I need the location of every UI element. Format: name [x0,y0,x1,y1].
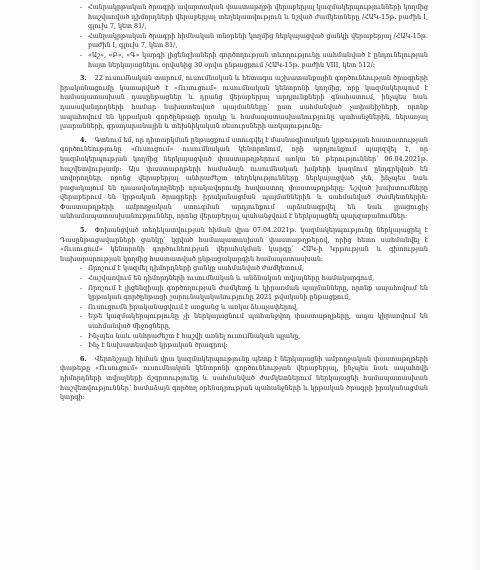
paragraph-text: Վերոնշյալի հիման վրա կազմակերպությունը պետք է ներկայացնի ամբողջական փաստաթղթերի փաթեթը «Ուսուցում» ուսումնական կենտրոնի գործունեության վերաբերյալ, ինչպես նաև ապահովի դիմորդների տվյալների ճշգրտությունը և սահմանված ժամկետներում ներկայացնի համապատասխան հաշվետվություններ՝ համաձայն գործող օրենսդրության պահանջների և կրթական ծրագրի իրականացման կարգի: [60,354,428,402]
list-item: - Որոշում է լիցենզիայի գործողության ժամկետը և կիրառման պայմանները, որոնք ապահովում են կրթական գործընթացի շարունակականությունը 2021 թվականի ընթացքում, [80,284,428,303]
page-edge-shadow [472,0,480,570]
list-item: - Ուսուցումն իրականացվում է առցանց և առկա ձևաչափերով, [80,303,428,313]
list-item: - Որոշում է կազմել դիմորդների ցանկը սահմանված ժամկետում, [80,264,428,274]
paragraph-number: 5. [80,226,87,235]
list-item: - Ինչ է նախատեսված կրթական ծրագրով: [80,341,428,351]
top-bullet-list [60,3,428,70]
list-item: - Հաշվառվում են դիմորդների ուսումնական և անձնական տվյալները համակարգում, [80,274,428,284]
paragraph-5 [60,226,428,264]
paragraph-number: 3. [80,74,87,83]
paragraph-3 [60,74,428,132]
paragraph-4 [60,136,428,222]
paragraph-number: 4. [80,135,87,144]
paragraph-text: Փոխանցված տեղեկատվության հիման վրա 07.04.2021թ. կազմակերպությունը ներկայացրել է Դասընթացավարների ցանկը՝ կցված համապատասխան փաստաթղթերով, որից հետո սահմանվել է «Ուսուցում» կենտրոնի գործունեության վերահսկման կարգը՝ ՀԱԿ-ի Կրթության և գիտության նախարարության կողմից հաստատված ընթացակարգին համապատասխան: [60,226,428,263]
list-item: - Ինչպես նաև անհրաժեշտ է հաշվի առնել ուսումնական պլանը, [80,332,428,342]
list-item: - Հանրակրթական ծրագրի ավարտական փաստաթղթի վերաբերյալ կազմակերպությունների կողմից հաշվառված դիմորդների վերաբերյալ տեղեկատվություն և նշված ժամկետները /ՀԱԿ-15թ. բաժին I, գլուխ 7, կետ 81/, [80,3,428,32]
paragraph-text: 22 ուսումնական տարում, ուսումնական և հետագա աշխատանքային գործունեության ծրագրերի իրականացումը կատարված է «Ուսուցում» ուսումնական կենտրոնի կողմից, որը կազմակերպում է համապատասխան դասընթացներ և դրանց վերաբերյալ արդյունքների գնահատում, ինչպես նաև դասավանդողների համար նախատեսված պայմանները՝ ըստ սահմանված չափանիշների, որոնք ապահովում են կրթական գործընթացի որակը և համապատասխանությունը պահանջներին, ներառյալ լսարանների, գրադարանային և տեխնիկական ռեսուրսների առկայությունը: [60,74,428,131]
paragraph-6 [60,355,428,403]
list-item: - «Աշ», «Բ», «Գ» կարգի լիցենզիաների գործողության տևողությունը սահմանված է ընդունելության հայտ ներկայացնելու օրվանից 30 օրվա ընթացքում /ՀԱԿ-15թ. բաժին VIII, կետ 512/: [80,51,428,70]
list-item: - Եթե կազմակերպությունը չի ներկայացնում պահանջվող փաստաթղթերը, ապա կիրառվում են սահմանված միջոցները, [80,312,428,331]
mid-bullet-list [60,264,428,350]
paragraph-number: 6. [80,354,87,363]
list-item: - Հանրակրթական ծրագրի հիմնական տնօրենի կողմից ներկայացված ցանկի վերաբերյալ /ՀԱԿ-15թ. բաժին I, գլուխ 7, կետ 81/, [80,32,428,51]
paragraph-text: Գտնում եմ, որ դիտարկման ընթացքում ստուգվել է մասնագիտական կրթության հաստատության գործունեությունը «Ուսուցում» ուսումնական կենտրոնում, որի արդյունքում պարզվել է, որ կազմակերպության կողմից ներկայացված փաստաթղթերում առկա են թերություններ՝ 06.04.2021թ. հաշվետվությամբ: Այս փաստաթղթերի համաձայն ուսումնական խմբերի կազմում ընդգրկված են սովորողներ, որոնց վերաբերյալ անհրաժեշտ տեղեկությունները ներկայացված չեն, ինչպես նաև բացակայում են դասավանդողների որակավորումը հավաստող փաստաթղթերը: Նշված խախտումները վերաբերում են կրթական ծրագրերի իրականացման պայմաններին և սահմանված ժամկետներին: Փաստաթղթերի ամբողջական ստուգման արդյունքում արձանագրվել են նաև լրացուցիչ անհամապատասխանություններ, որոնց վերաբերյալ պահանջվում է ներկայացնել պարզաբանումներ: [60,135,428,221]
